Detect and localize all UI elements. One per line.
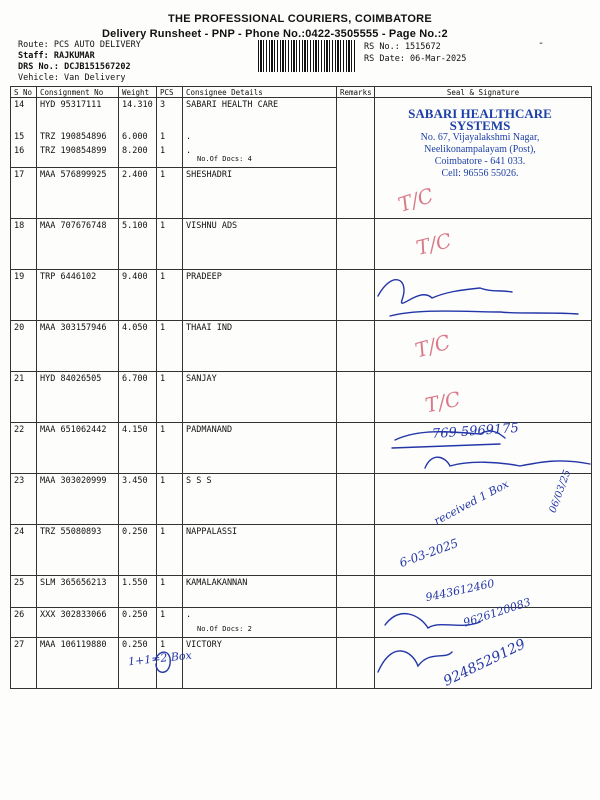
handwritten-phone: 769 5969175: [431, 420, 520, 443]
cell-consignment: MAA 303157946: [37, 321, 119, 372]
cell-consignment: XXX 302833066: [37, 608, 119, 638]
handwritten-phone: 9443612460: [424, 576, 496, 605]
cell-consignee: NAPPALASSI: [183, 525, 337, 576]
drs-label: DRS No.:: [18, 62, 59, 72]
signature-row-27: [378, 651, 452, 672]
cell-weight: 6.000: [119, 130, 157, 144]
cell-sno: 20: [11, 321, 37, 372]
signature-row-19-sub: [390, 311, 578, 316]
consignee-value: .: [186, 145, 192, 156]
rs-date: RS Date: 06-Mar-2025: [364, 54, 467, 64]
cell-weight: 3.450: [119, 474, 157, 525]
cell-consignment: TRZ 190854899: [37, 144, 119, 168]
cell-consignee: S S S: [183, 474, 337, 525]
drs-value: DCJB151567202: [64, 62, 131, 72]
cell-consignment: TRP 6446102: [37, 270, 119, 321]
cell-consignee: SANJAY: [183, 372, 337, 423]
col-seal: Seal & Signature: [375, 87, 592, 98]
tc-mark: T/C: [422, 386, 463, 418]
handwritten-date: 6-03-2025: [397, 535, 461, 571]
cell-sno: 19: [11, 270, 37, 321]
cell-sno: 17: [11, 168, 37, 219]
cell-pcs: 1: [157, 144, 183, 168]
route-line: Route: PCS AUTO DELIVERY: [18, 40, 141, 50]
cell-weight: 9.400: [119, 270, 157, 321]
tc-mark: T/C: [413, 228, 454, 260]
cell-pcs: 1: [157, 321, 183, 372]
docs-count: No.Of Docs: 2: [197, 625, 252, 633]
col-sno: S No: [11, 87, 37, 98]
cell-sno: 23: [11, 474, 37, 525]
cell-sno: 18: [11, 219, 37, 270]
cell-sno: 14: [11, 98, 37, 130]
cell-pcs: 1: [157, 576, 183, 608]
cell-sno: 24: [11, 525, 37, 576]
col-consignment: Consignment No: [37, 87, 119, 98]
cell-consignment: HYD 95317111: [37, 98, 119, 130]
cell-consignment: MAA 651062442: [37, 423, 119, 474]
cell-consignment: SLM 365656213: [37, 576, 119, 608]
cell-pcs: 1: [157, 525, 183, 576]
cell-weight: 8.200: [119, 144, 157, 168]
cell-pcs: 1: [157, 270, 183, 321]
cell-pcs: 1: [157, 638, 183, 689]
handwritten-phone: 9626120083: [461, 595, 533, 630]
cell-consignee: VISHNU ADS: [183, 219, 337, 270]
cell-sno: 26: [11, 608, 37, 638]
signature-row-22-name: [425, 457, 590, 468]
consignee-value: .: [186, 610, 192, 620]
cell-consignment: MAA 707676748: [37, 219, 119, 270]
stamp-phone: Cell: 96556 55026.: [441, 168, 519, 179]
page-title: THE PROFESSIONAL COURIERS, COIMBATORE: [167, 13, 433, 25]
cell-weight: 0.250: [119, 608, 157, 638]
staff-label: Staff:: [18, 51, 49, 61]
handwritten-phone: 9248529129: [441, 636, 529, 690]
signature-row-19: [378, 280, 512, 304]
col-weight: Weight: [119, 87, 157, 98]
cell-consignee: THAAI IND: [183, 321, 337, 372]
runsheet-subtitle: Delivery Runsheet - PNP - Phone No.:0422-3505555 - Page No.:2: [102, 28, 448, 40]
cell-consignment: MAA 303020999: [37, 474, 119, 525]
cell-weight: 4.150: [119, 423, 157, 474]
handwritten-note: received 1 Box: [431, 477, 511, 528]
cell-consignment: TRZ 190854896: [37, 130, 119, 144]
cell-pcs: 1: [157, 168, 183, 219]
cell-sno: 21: [11, 372, 37, 423]
cell-consignment: MAA 576899925: [37, 168, 119, 219]
cell-weight: 2.400: [119, 168, 157, 219]
cell-weight: 4.050: [119, 321, 157, 372]
staff-value: RAJKUMAR: [53, 51, 95, 61]
cell-weight: 0.250: [119, 638, 157, 689]
cell-weight: 0.250: [119, 525, 157, 576]
cell-pcs: 3: [157, 98, 183, 130]
cell-consignee: PADMANAND: [183, 423, 337, 474]
docs-count: No.Of Docs: 4: [197, 155, 252, 163]
rs-number: RS No.: 1515672: [364, 42, 441, 52]
corner-mark: -: [538, 38, 545, 49]
col-pcs: PCS: [157, 87, 183, 98]
stamp-line: No. 67, Vijayalakshmi Nagar,: [420, 132, 540, 143]
cell-consignee: PRADEEP: [183, 270, 337, 321]
cell-pcs: 1: [157, 423, 183, 474]
cell-pcs: 1: [157, 608, 183, 638]
cell-sno: 27: [11, 638, 37, 689]
cell-consignment: MAA 106119880: [37, 638, 119, 689]
cell-pcs: 1: [157, 130, 183, 144]
cell-sno: 15: [11, 130, 37, 144]
cell-pcs: 1: [157, 372, 183, 423]
cell-sno: 22: [11, 423, 37, 474]
vehicle-line: Vehicle: Van Delivery: [18, 73, 126, 83]
cell-consignee: SABARI HEALTH CARE: [183, 98, 337, 130]
cell-consignee: VICTORY: [183, 638, 337, 689]
stamp-name: SABARI HEALTHCARE SYSTEMS: [408, 106, 552, 133]
cell-consignee: SHESHADRI: [183, 168, 337, 219]
cell-sno: 16: [11, 144, 37, 168]
cell-consignment: TRZ 55080893: [37, 525, 119, 576]
cell-sno: 25: [11, 576, 37, 608]
cell-pcs: 1: [157, 474, 183, 525]
tc-mark: T/C: [395, 183, 437, 217]
col-consignee: Consignee Details: [183, 87, 337, 98]
stamp-line: Coimbatore - 641 033.: [434, 156, 526, 167]
cell-consignee: .: [183, 130, 337, 144]
handwritten-date: 06/03/25: [547, 468, 574, 515]
cell-consignee: KAMALAKANNAN: [183, 576, 337, 608]
col-remarks: Remarks: [337, 87, 375, 98]
cell-consignment: HYD 84026505: [37, 372, 119, 423]
cell-weight: 1.550: [119, 576, 157, 608]
cell-weight: 6.700: [119, 372, 157, 423]
handwritten-box-note: 1+1=2 Box: [127, 648, 193, 669]
cell-weight: 5.100: [119, 219, 157, 270]
cell-pcs: 1: [157, 219, 183, 270]
cell-weight: 14.310: [119, 98, 157, 130]
stamp-line: Neelikonampalayam (Post),: [424, 144, 536, 155]
tc-mark: T/C: [412, 329, 454, 363]
